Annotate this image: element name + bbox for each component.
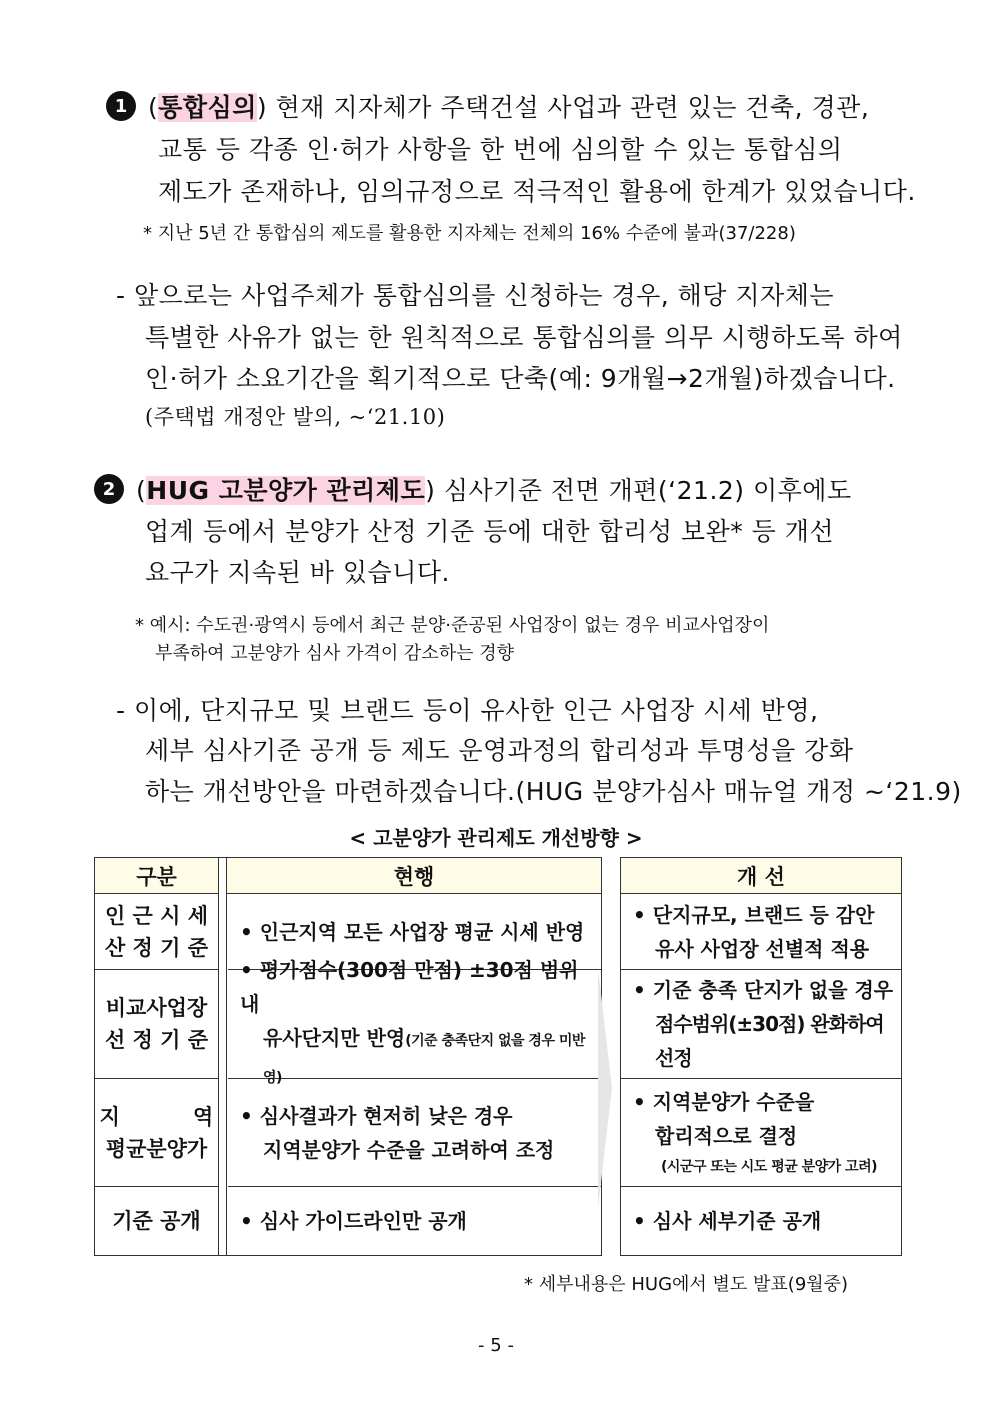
section-1-line-1-text: 현재 지자체가 주택건설 사업과 관련 있는 건축, 경관, [267, 93, 870, 122]
table-title: < 고분양가 관리제도 개선방향 > [349, 826, 643, 850]
section-2-line-2: 업계 등에서 분양가 산정 기준 등에 대한 합리성 보완* 등 개선 [145, 517, 835, 546]
improved-row-2 [621, 970, 901, 1079]
row-1-label-line-2: 산 정 기 준 [104, 935, 209, 960]
section-2-sub-line-1: - 이에, 단지규모 및 브랜드 등이 유사한 인근 사업장 시세 반영, [116, 696, 819, 725]
row-label-nearby-price [95, 894, 218, 970]
improved-row-3 [621, 1079, 901, 1187]
section-1-marker [106, 91, 136, 121]
section-1-note: * 지난 5년 간 통합심의 제도를 활용한 지자체는 전체의 16% 수준에 불과(37/228) [143, 223, 796, 244]
current-row-2 [228, 958, 601, 1086]
row-2-label-line-1: 비교사업장 [105, 996, 208, 1020]
section-2-marker [94, 474, 124, 504]
section-2-line-1: (HUG 고분양가 관리제도) 심사기준 전면 개편(‘21.2) 이후에도 [136, 476, 852, 505]
improved-row-2-text-2: 점수범위(±30점) 완화하여 선정 [655, 1012, 884, 1070]
section-1-marker-number: 1 [114, 95, 128, 117]
table-footnote: * 세부내용은 HUG에서 별도 발표(9월중) [524, 1274, 849, 1295]
improved-row-1 [621, 894, 901, 970]
page-number: - 5 - [478, 1335, 514, 1356]
section-2-line-1-text: 심사기준 전면 개편(‘21.2) 이후에도 [435, 476, 852, 505]
current-row-4-text: • 심사 가이드라인만 공개 [240, 1209, 467, 1233]
header-improvement: 개 선 [621, 858, 901, 894]
improved-row-3-text-2: 합리적으로 결정 [655, 1123, 798, 1148]
current-row-3 [228, 1079, 601, 1187]
section-2-tag: HUG 고분양가 관리제도 [146, 476, 426, 505]
section-1-line-2: 교통 등 각종 인·허가 사항을 한 번에 심의할 수 있는 통합심의 [158, 135, 843, 164]
section-1-sub-line-3: 인·허가 소요기간을 획기적으로 단축(예: 9개월→2개월)하겠습니다. [145, 364, 896, 393]
current-row-2-text-1: • 평가점수(300점 만점) ±30점 범위 내 [240, 958, 579, 1016]
section-1-line-3: 제도가 존재하나, 임의규정으로 적극적인 활용에 한계가 있었습니다. [158, 177, 916, 206]
row-1-label-line-1: 인 근 시 세 [104, 903, 209, 928]
improved-row-1-text-1: • 단지규모, 브랜드 등 감안 [633, 902, 875, 927]
improved-row-1-text-2: 유사 사업장 선별적 적용 [655, 936, 870, 961]
header-category: 구분 [95, 858, 218, 894]
section-1-tag: 통합심의 [158, 93, 257, 122]
row-label-disclosure [95, 1187, 218, 1255]
section-2-line-3: 요구가 지속된 바 있습니다. [145, 558, 450, 587]
row-2-label-line-2: 선 정 기 준 [104, 1028, 209, 1052]
improvement-panel [620, 857, 902, 1256]
improved-row-3-text-1: • 지역분양가 수준을 [633, 1089, 815, 1114]
section-1-sub-line-1: - 앞으로는 사업주체가 통합심의를 신청하는 경우, 해당 지자체는 [116, 281, 834, 310]
section-2-note-line-2: 부족하여 고분양가 심사 가격이 감소하는 경향 [155, 643, 514, 664]
row-label-regional-average [95, 1079, 218, 1187]
improved-row-2-text-1: • 기준 충족 단지가 없을 경우 [633, 978, 894, 1002]
column-gap [218, 858, 227, 1255]
section-2-sub-line-2: 세부 심사기준 공개 등 제도 운영과정의 합리성과 투명성을 강화 [145, 736, 854, 765]
arrow-shape [598, 968, 612, 1208]
row-label-comparison-site [95, 970, 218, 1079]
section-1-sub-line-2: 특별한 사유가 없는 한 원칙적으로 통합심의를 의무 시행하도록 하여 [145, 323, 903, 352]
current-row-2-text-2: 유사단지만 반영 [263, 1026, 406, 1050]
section-2-sub-line-3: 하는 개선방안을 마련하겠습니다.(HUG 분양가심사 매뉴얼 개정 ~‘21.9) [145, 777, 962, 806]
current-row-3-text-1: • 심사결과가 현저히 낮은 경우 [240, 1103, 513, 1128]
row-3-label-line-2: 평균분양가 [105, 1136, 208, 1161]
improved-row-4-text: • 심사 세부기준 공개 [633, 1209, 822, 1233]
current-row-3-text-2: 지역분양가 수준을 고려하여 조정 [263, 1137, 555, 1162]
row-4-label-line-1: 기준 공개 [112, 1209, 201, 1233]
header-current: 현행 [227, 858, 601, 894]
improved-row-4 [621, 1187, 901, 1255]
current-row-4 [228, 1187, 601, 1255]
current-panel [94, 857, 602, 1256]
section-1-line-1: (통합심의) 현재 지자체가 주택건설 사업과 관련 있는 건축, 경관, [148, 93, 870, 122]
current-row-2-text-small: (기준 충족단지 없을 경우 미반영) [263, 1033, 585, 1086]
section-2-marker-number: 2 [102, 478, 116, 500]
current-row-1-text: • 인근지역 모든 사업장 평균 시세 반영 [240, 919, 585, 944]
section-1-sub-line-4: (주택법 개정안 발의, ~‘21.10) [145, 405, 446, 429]
section-2-note-line-1: * 예시: 수도권·광역시 등에서 최근 분양·준공된 사업장이 없는 경우 비교사업장이 [135, 615, 770, 636]
improved-row-3-text-3: (시군구 또는 시도 평균 분양가 고려) [661, 1158, 878, 1175]
row-3-label-line-1: 지 역 [99, 1104, 214, 1129]
